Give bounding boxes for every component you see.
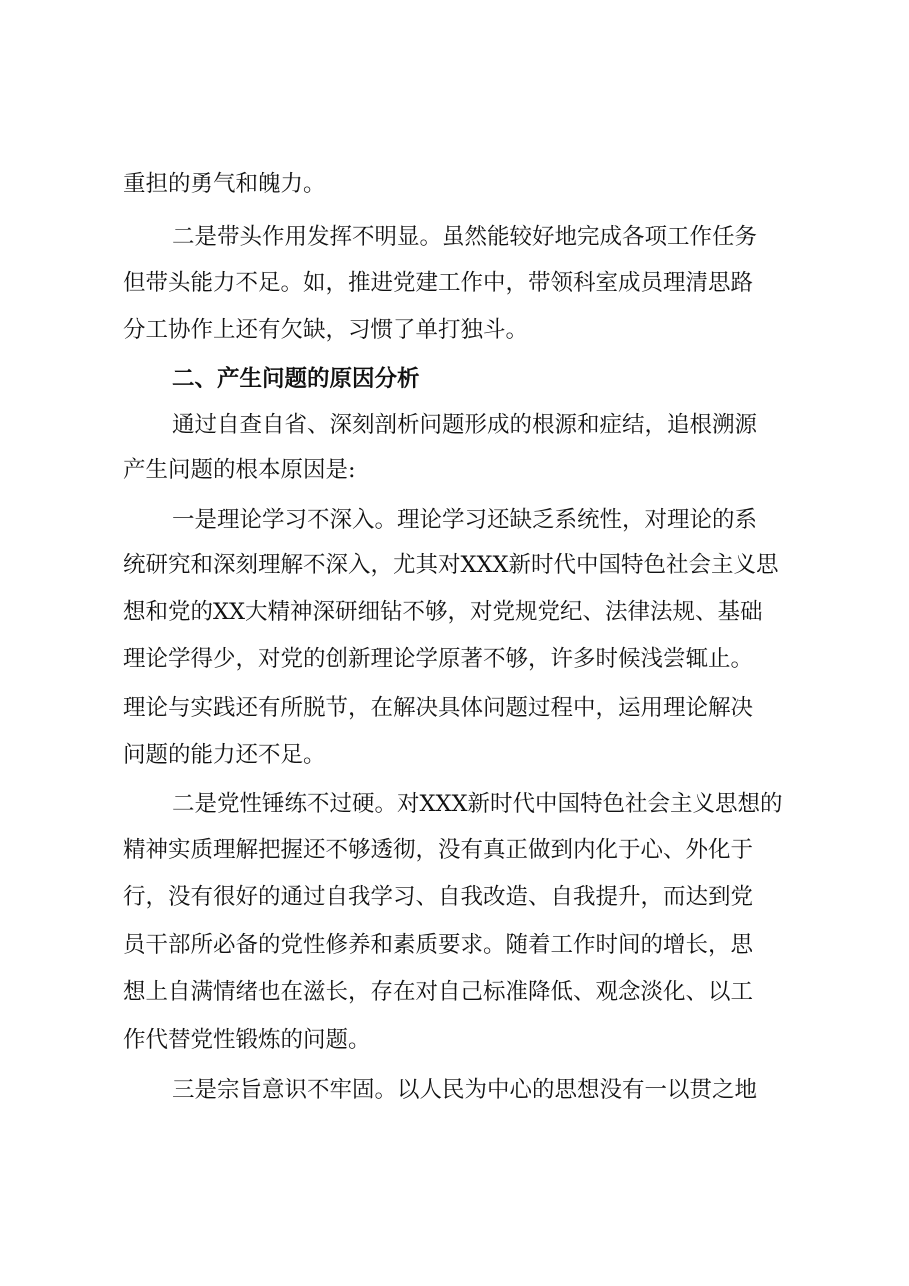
text-line: 分工协作上还有欠缺，习惯了单打独斗。 xyxy=(123,317,529,343)
section-heading: 二、产生问题的原因分析 xyxy=(172,366,420,392)
text-line: 理论学得少，对党的创新理论学原著不够，许多时候浅尝辄止。 xyxy=(123,646,754,672)
paragraph-first-line: 二是党性锤练不过硬。对XXX新时代中国特色社会主义思想的 xyxy=(172,791,783,817)
paragraph-first-line: 通过自查自省、深刻剖析问题形成的根源和症结，追根溯源 xyxy=(172,412,758,438)
text-line: 但带头能力不足。如，推进党建工作中，带领科室成员理清思路 xyxy=(123,270,754,296)
text-line: 行，没有很好的通过自我学习、自我改造、自我提升，而达到党 xyxy=(123,884,754,910)
text-line: 作代替党性锻炼的问题。 xyxy=(123,1027,371,1053)
paragraph-first-line: 三是宗旨意识不牢固。以人民为中心的思想没有一以贯之地 xyxy=(172,1077,758,1103)
text-line: 理论与实践还有所脱节，在解决具体问题过程中，运用理论解决 xyxy=(123,695,754,721)
text-line: 重担的勇气和魄力。 xyxy=(123,171,326,197)
text-line: 统研究和深刻理解不深入，尤其对XXX新时代中国特色社会主义思 xyxy=(123,552,779,578)
text-line: 想和党的XX大精神深研细钻不够，对党规党纪、法律法规、基础 xyxy=(123,599,763,625)
paragraph-first-line: 一是理论学习不深入。理论学习还缺乏系统性，对理论的系 xyxy=(172,507,758,533)
paragraph-first-line: 二是带头作用发挥不明显。虽然能较好地完成各项工作任务 xyxy=(172,224,758,250)
text-line: 精神实质理解把握还不够透彻，没有真正做到内化于心、外化于 xyxy=(123,837,754,863)
text-line: 产生问题的根本原因是: xyxy=(123,457,356,483)
text-line: 想上自满情绪也在滋长，存在对自己标准降低、观念淡化、以工 xyxy=(123,979,754,1005)
text-line: 员干部所必备的党性修养和素质要求。随着工作时间的增长，思 xyxy=(123,932,754,958)
text-line: 问题的能力还不足。 xyxy=(123,742,326,768)
